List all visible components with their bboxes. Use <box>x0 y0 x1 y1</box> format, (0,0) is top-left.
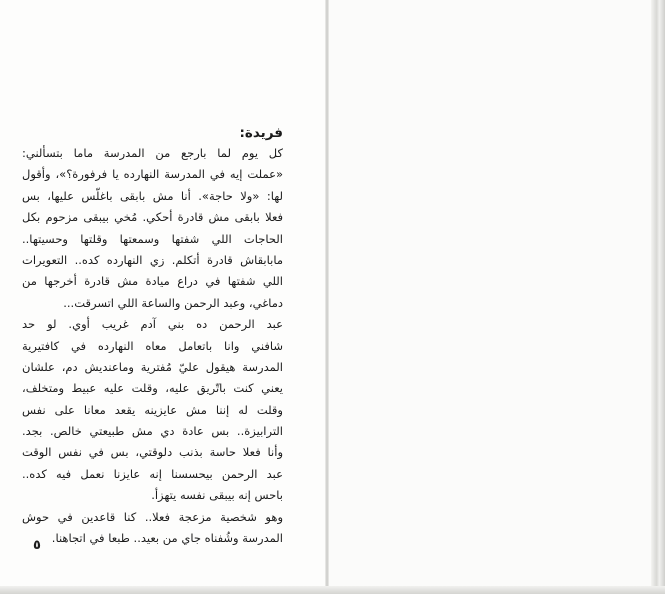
text-line: فعلا بابقى مش قادرة أحكي. مُخي بيبقى مزحوم بكل <box>22 210 283 225</box>
text-line: يعني كنت باتّريق عليه، وقلت عليه عبيط ومتخلف، <box>22 381 283 396</box>
text-line: المدرسة وشُفناه جاي من بعيد.. طبعا في اتجاهنا. <box>51 531 283 546</box>
text-line: وأنا فعلا حاسة بذنب دلوقتي، بس في نفس الوقت <box>22 445 283 460</box>
page-number: ٥ <box>33 538 41 553</box>
chapter-heading: فريدة: <box>239 125 283 141</box>
text-line: «عملت إيه في المدرسة النهارده يا فرفورة؟»، وأقول <box>22 167 283 182</box>
right-page-blank <box>329 0 665 594</box>
text-line: شافني وانا باتعامل معاه النهارده في كافتيرية <box>22 338 283 353</box>
text-line: وقلت له إننا مش عايزينه يقعد معانا على نفس <box>22 402 283 417</box>
text-line: الحاجات اللي شفتها وسمعتها وقلتها وحسيتها.. <box>22 231 283 246</box>
text-line: المدرسة هيقول عليّ مُفترية وماعنديش دم، علشان <box>22 359 283 374</box>
text-line: وهو شخصية مزعجة فعلا.. كنا قاعدين في حوش <box>22 509 283 524</box>
text-line: الترابيزة.. بس عادة دي مش طبيعتي خالص. بجد. <box>22 424 283 439</box>
text-line: عبد الرحمن ده بني آدم غريب أوي. لو حد <box>22 317 283 332</box>
page-edge-shadow <box>651 0 665 594</box>
paragraph-3 <box>22 507 283 550</box>
text-line: مابابقاش قادرة أتكلم. زي النهارده كده.. التعويرات <box>22 252 283 267</box>
text-line: كل يوم لما بارجع من المدرسة ماما بتسألني: <box>22 146 283 160</box>
text-line: باحس إنه بيبقى نفسه يتهزأ. <box>151 488 283 503</box>
paragraph-1 <box>22 143 283 314</box>
page-text <box>22 124 283 549</box>
bottom-page-edge <box>0 586 665 594</box>
text-line: لها: «ولا حاجة». أنا مش بابقى باغلّس عليها، بس <box>22 188 283 203</box>
text-line: عبد الرحمن بيحسسنا إنه عايزنا نعمل فيه كده.. <box>22 466 283 481</box>
text-line: اللي شفتها في دراع ميادة مش قادرة أخرجها من <box>22 274 283 289</box>
text-line: دماغي، وعبد الرحمن والساعة اللي اتسرقت... <box>63 295 283 310</box>
paragraph-2 <box>22 314 283 507</box>
